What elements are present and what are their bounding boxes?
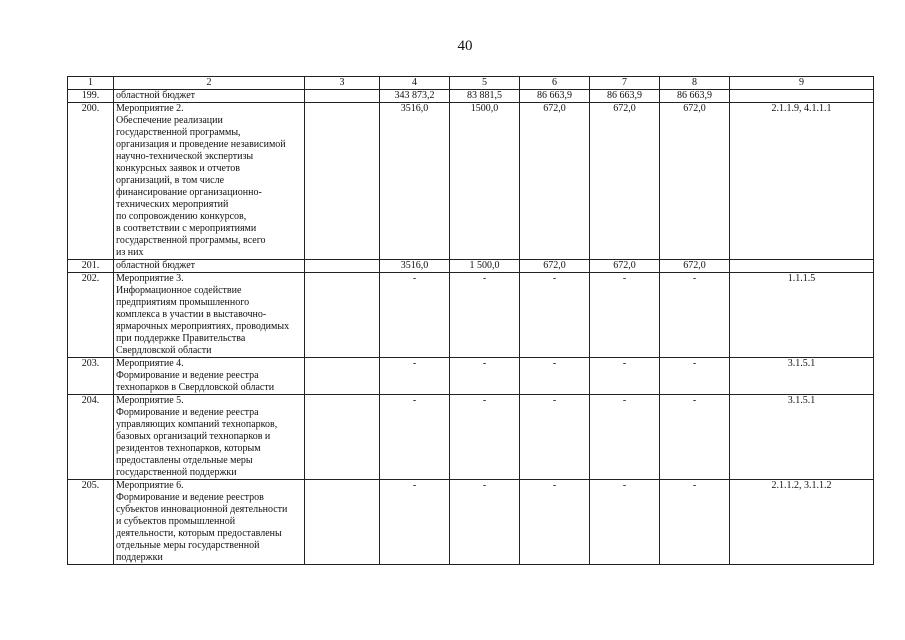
column-number-row [68,77,874,90]
description-line: управляющих компаний технопарков, [116,419,278,430]
cell-amount: 672,0 [660,103,730,260]
description-line: Свердловской области [116,345,212,356]
description-line: Информационное содействие [116,285,242,296]
cell-target-code [730,260,874,273]
column-number-cell: 4 [380,77,450,90]
page-number: 40 [457,38,473,54]
cell-amount: - [520,480,590,565]
cell-target-code: 3.1.5.1 [730,358,874,395]
cell-amount: - [590,395,660,480]
column-number-cell: 3 [305,77,380,90]
cell-col3 [305,395,380,480]
description-line: и субъектов промышленной [116,516,236,527]
row-description [114,273,305,358]
cell-amount: 672,0 [590,260,660,273]
cell-amount: - [590,273,660,358]
column-number-cell: 2 [114,77,305,90]
cell-amount: - [660,273,730,358]
description-line: Мероприятие 6. [116,480,184,491]
cell-amount: - [380,395,450,480]
description-line: Формирование и ведение реестров [116,492,264,503]
cell-amount: - [590,480,660,565]
description-line: государственной поддержки [116,467,237,478]
description-line: Формирование и ведение реестра [116,370,259,381]
cell-amount: - [450,273,520,358]
table-row [68,358,874,395]
description-line: Обеспечение реализации [116,115,223,126]
cell-amount: 672,0 [660,260,730,273]
column-number-cell: 6 [520,77,590,90]
row-description [114,90,305,103]
description-line: по сопровождению конкурсов, [116,211,247,222]
description-line: при поддержке Правительства [116,333,246,344]
cell-col3 [305,260,380,273]
description-line: организаций, в том числе [116,175,225,186]
row-description [114,103,305,260]
cell-amount: - [450,358,520,395]
cell-amount: 672,0 [590,103,660,260]
description-line: отдельные меры государственной [116,540,260,551]
cell-amount: 83 881,5 [450,90,520,103]
row-number: 203. [68,358,114,395]
description-line: предприятиям промышленного [116,297,250,308]
cell-amount: - [380,273,450,358]
cell-amount: 343 873,2 [380,90,450,103]
description-line: Мероприятие 2. [116,103,184,114]
cell-amount: - [660,395,730,480]
description-line: государственной программы, всего [116,235,266,246]
cell-amount: - [520,273,590,358]
table-row [68,260,874,273]
cell-amount: 3516,0 [380,103,450,260]
cell-amount: 3516,0 [380,260,450,273]
cell-amount: 1 500,0 [450,260,520,273]
description-line: организация и проведение независимой [116,139,286,150]
description-line: из них [116,247,144,258]
table-row [68,103,874,260]
table-row [68,395,874,480]
row-number: 204. [68,395,114,480]
column-number-cell: 9 [730,77,874,90]
column-number-cell: 7 [590,77,660,90]
row-description [114,395,305,480]
row-number: 199. [68,90,114,103]
row-number: 200. [68,103,114,260]
cell-col3 [305,90,380,103]
column-number-cell: 1 [68,77,114,90]
row-description [114,480,305,565]
description-line: поддержки [116,552,163,563]
table-row [68,480,874,565]
row-number: 202. [68,273,114,358]
description-line: Мероприятие 4. [116,358,184,369]
cell-target-code: 3.1.5.1 [730,395,874,480]
cell-amount: - [590,358,660,395]
table-row [68,273,874,358]
description-line: технопарков в Свердловской области [116,382,275,393]
cell-amount: 672,0 [520,103,590,260]
description-line: Мероприятие 3. [116,273,184,284]
description-line: деятельности, которым предоставлены [116,528,282,539]
column-number-cell: 8 [660,77,730,90]
description-line: конкурсных заявок и отчетов [116,163,240,174]
cell-target-code: 2.1.1.2, 3.1.1.2 [730,480,874,565]
description-line: в соответствии с мероприятиями [116,223,257,234]
cell-amount: - [450,395,520,480]
cell-col3 [305,273,380,358]
description-line: резидентов технопарков, которым [116,443,261,454]
budget-table [67,76,874,565]
cell-target-code: 2.1.1.9, 4.1.1.1 [730,103,874,260]
cell-target-code: 1.1.1.5 [730,273,874,358]
cell-amount: - [520,395,590,480]
row-description [114,358,305,395]
cell-col3 [305,358,380,395]
column-number-cell: 5 [450,77,520,90]
cell-amount: 86 663,9 [520,90,590,103]
description-line: субъектов инновационной деятельности [116,504,288,515]
description-line: предоставлены отдельные меры [116,455,253,466]
description-line: ярмарочных мероприятиях, проводимых [116,321,290,332]
description-line: финансирование организационно- [116,187,262,198]
cell-col3 [305,480,380,565]
cell-amount: - [380,358,450,395]
description-line: областной бюджет [116,90,196,101]
row-description [114,260,305,273]
cell-amount: 1500,0 [450,103,520,260]
description-line: Формирование и ведение реестра [116,407,259,418]
description-line: комплекса в участии в выставочно- [116,309,267,320]
description-line: Мероприятие 5. [116,395,184,406]
cell-amount: - [660,358,730,395]
cell-target-code [730,90,874,103]
row-number: 205. [68,480,114,565]
description-line: государственной программы, [116,127,241,138]
row-number: 201. [68,260,114,273]
description-line: технических мероприятий [116,199,229,210]
cell-amount: 672,0 [520,260,590,273]
cell-amount: - [450,480,520,565]
cell-col3 [305,103,380,260]
description-line: базовых организаций технопарков и [116,431,271,442]
cell-amount: - [380,480,450,565]
cell-amount: - [520,358,590,395]
table-row [68,90,874,103]
description-line: научно-технической экспертизы [116,151,254,162]
cell-amount: - [660,480,730,565]
cell-amount: 86 663,9 [660,90,730,103]
description-line: областной бюджет [116,260,196,271]
cell-amount: 86 663,9 [590,90,660,103]
